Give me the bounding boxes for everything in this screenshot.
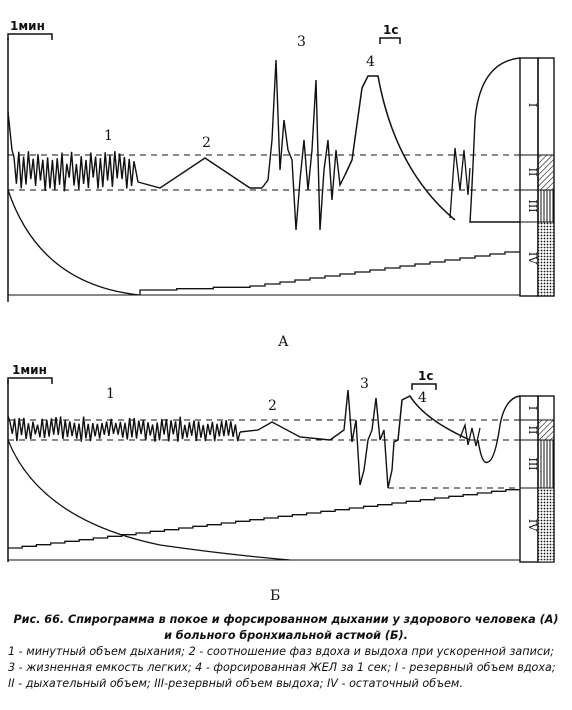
caption-legend-line-1: 1 - минутный объем дыхания; 2 - соотношение фаз вдоха и выдоха при ускоренной записи;	[8, 645, 555, 658]
forced-vc-curve-b	[398, 396, 470, 440]
lung-volumes-column-b	[520, 396, 554, 562]
caption-legend-line-2: 3 - жизненная емкость легких; 4 - форсированная ЖЕЛ за 1 сек; I - резервный объем вдоха;	[8, 661, 556, 674]
forced-vc-curve-a	[345, 76, 455, 220]
curve-label-1-b: 1	[106, 386, 115, 402]
curve-label-3-b: 3	[360, 376, 369, 392]
curve-label-4-a: 4	[366, 54, 375, 70]
caption-legend-line-3: II - дыхательный объем; III-резервный объем выдоха; IV - остаточный объем.	[8, 677, 463, 690]
curve-label-4-b: 4	[418, 390, 427, 406]
volume-label-iv-a: IV	[526, 251, 539, 265]
volume-staircase-a	[140, 252, 520, 295]
time-scale-second-label-b: 1с	[418, 369, 434, 383]
lung-volume-curve-a	[470, 58, 520, 222]
panel-letter-b: Б	[270, 588, 281, 600]
time-scale-second-label-a: 1с	[383, 23, 399, 37]
time-scale-second-a	[380, 23, 400, 44]
volume-label-iv-b: IV	[526, 518, 539, 532]
time-scale-second-b	[412, 369, 436, 390]
lung-volumes-column-a	[520, 58, 554, 296]
volume-label-i-a: I	[526, 102, 539, 108]
volume-label-ii-a: II	[526, 167, 539, 177]
time-scale-minute-a	[8, 19, 52, 40]
lung-volume-curve-b	[478, 396, 520, 463]
volume-label-ii-b: II	[526, 425, 539, 435]
curve-label-2-b: 2	[268, 398, 277, 414]
curve-label-2-a: 2	[202, 135, 211, 151]
nitrogen-washout-curve-b	[8, 440, 290, 560]
panel-a-healthy	[8, 19, 554, 350]
breathing-tail-a	[450, 148, 470, 218]
breathing-trace-a	[8, 112, 138, 191]
breathing-tail-b	[460, 425, 480, 446]
caption-title-line-2: и больного бронхиальной астмой (Б).	[164, 629, 408, 642]
panel-b-asthma	[8, 363, 554, 600]
volume-label-iii-b: III	[526, 457, 539, 471]
nitrogen-washout-curve-a	[8, 190, 140, 295]
vital-capacity-trace-a	[262, 60, 345, 230]
figure-caption	[8, 612, 564, 692]
time-scale-minute-label-a: 1мин	[10, 19, 45, 33]
volume-staircase-b	[8, 490, 520, 548]
time-scale-minute-label-b: 1мин	[12, 363, 47, 377]
inspiration-expiration-phase-b	[240, 422, 330, 440]
panel-letter-a: А	[278, 334, 289, 350]
time-scale-minute-b	[8, 363, 52, 384]
inspiration-expiration-phase-a	[138, 158, 262, 188]
vital-capacity-trace-b	[330, 390, 398, 488]
curve-label-3-a: 3	[297, 34, 306, 50]
curve-label-1-a: 1	[104, 128, 113, 144]
volume-label-i-b: I	[526, 405, 539, 411]
caption-title-line-1: Рис. 66. Спирограмма в покое и форсированном дыхании у здорового человека (А)	[13, 613, 559, 626]
volume-label-iii-a: III	[526, 199, 539, 213]
